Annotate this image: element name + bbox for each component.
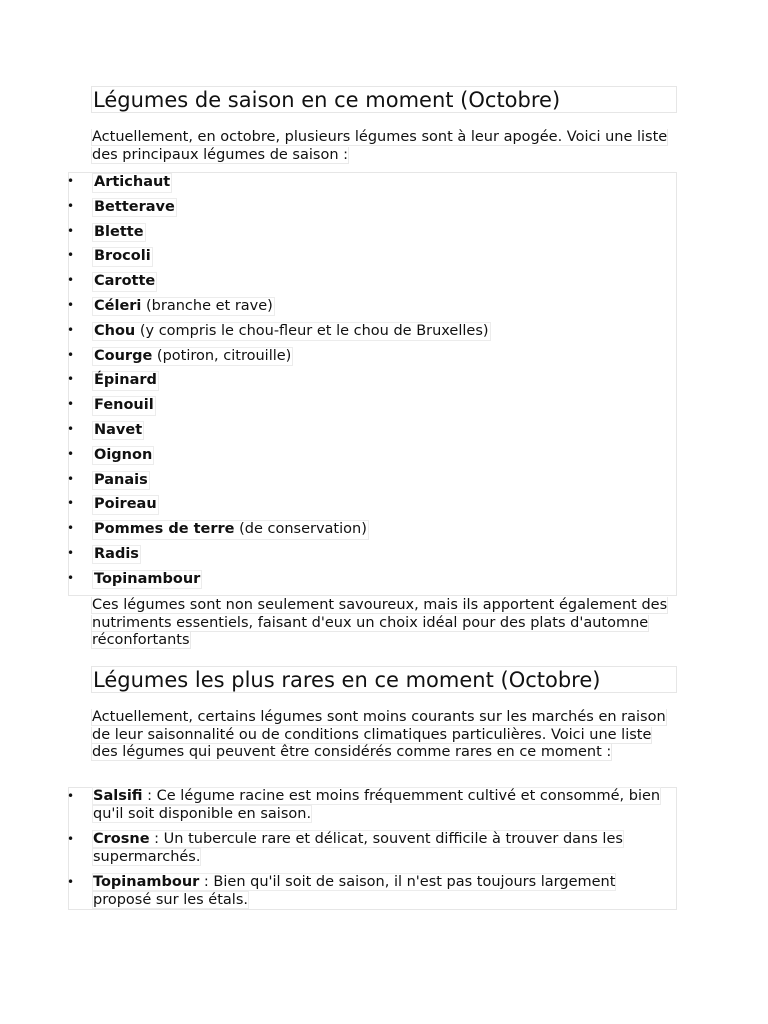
vegetable-list-item xyxy=(69,421,676,446)
vegetable-name: Carotte xyxy=(94,273,156,290)
vegetable-name: Topinambour xyxy=(94,570,201,587)
section2-heading-box xyxy=(91,666,677,693)
rare-vegetable-description: : Ce légume racine est moins fréquemment cultivé et consommé, bien qu'il soit disponible en saison. xyxy=(93,788,661,822)
vegetable-list-item xyxy=(69,545,676,570)
vegetable-entry xyxy=(92,421,144,441)
rare-vegetable-name: Salsifi xyxy=(93,788,143,804)
rare-vegetable-entry xyxy=(92,830,624,866)
section1-intro xyxy=(91,129,677,164)
section2-title: Légumes les plus rares en ce moment (Octobre) xyxy=(93,668,601,692)
vegetable-entry xyxy=(92,173,172,193)
vegetable-entry xyxy=(92,322,491,342)
vegetable-list-item xyxy=(69,223,676,248)
section2-intro xyxy=(91,709,677,762)
section2-intro-text: Actuellement, certains légumes sont moins courants sur les marchés en raison de leur saisonnalité ou de conditions climatiques particulières. Voici une liste des légumes qui peuvent être considérés comme rares en ce moment : xyxy=(92,709,666,760)
vegetable-list-item xyxy=(69,322,676,347)
vegetable-name: Céleri xyxy=(94,297,142,314)
vegetable-entry xyxy=(92,223,146,243)
seasonal-vegetable-list xyxy=(68,172,677,596)
rare-vegetable-entry xyxy=(92,873,616,909)
vegetable-entry xyxy=(92,570,202,590)
rare-vegetable-item xyxy=(69,874,676,909)
rare-vegetable-list xyxy=(68,787,677,910)
vegetable-entry xyxy=(92,495,159,515)
section1-conclusion xyxy=(91,597,677,650)
vegetable-list-item xyxy=(69,446,676,471)
vegetable-entry xyxy=(92,396,156,416)
vegetable-name: Chou xyxy=(94,322,136,339)
rare-vegetable-item xyxy=(69,831,676,874)
vegetable-name: Artichaut xyxy=(94,174,171,190)
vegetable-list-item xyxy=(69,173,676,198)
vegetable-note: (potiron, citrouille) xyxy=(152,347,292,364)
vegetable-note: (y compris le chou-fleur et le chou de Bruxelles) xyxy=(135,322,489,339)
vegetable-entry xyxy=(92,272,157,292)
vegetable-list-item xyxy=(69,297,676,322)
rare-vegetable-description: : Un tubercule rare et délicat, souvent difficile à trouver dans les supermarchés. xyxy=(93,831,623,865)
vegetable-list-item xyxy=(69,495,676,520)
vegetable-entry xyxy=(92,247,153,267)
vegetable-name: Poireau xyxy=(94,496,157,513)
vegetable-list-item xyxy=(69,570,676,595)
section1-title: Légumes de saison en ce moment (Octobre) xyxy=(93,88,561,112)
section1-intro-text: Actuellement, en octobre, plusieurs légumes sont à leur apogée. Voici une liste des principaux légumes de saison : xyxy=(92,129,668,163)
vegetable-list-item xyxy=(69,471,676,496)
vegetable-name: Panais xyxy=(94,471,148,488)
vegetable-entry xyxy=(92,297,275,317)
vegetable-note: (de conservation) xyxy=(234,521,367,538)
vegetable-name: Courge xyxy=(94,347,153,364)
section1-heading-box xyxy=(91,86,677,113)
vegetable-name: Navet xyxy=(94,421,143,438)
vegetable-name: Betterave xyxy=(94,198,175,215)
rare-vegetable-description: : Bien qu'il soit de saison, il n'est pas toujours largement proposé sur les étals. xyxy=(93,874,616,908)
vegetable-name: Brocoli xyxy=(94,248,151,265)
vegetable-name: Blette xyxy=(94,223,144,240)
vegetable-name: Épinard xyxy=(94,372,157,389)
vegetable-entry xyxy=(92,471,150,491)
vegetable-list-item xyxy=(69,198,676,223)
section1-conclusion-text: Ces légumes sont non seulement savoureux, mais ils apportent également des nutriments essentiels, faisant d'eux un choix idéal pour des plats d'automne réconfortants xyxy=(92,597,668,648)
vegetable-list-item xyxy=(69,520,676,545)
rare-vegetable-name: Topinambour xyxy=(93,874,200,890)
vegetable-name: Oignon xyxy=(94,446,153,463)
vegetable-entry xyxy=(92,545,141,565)
vegetable-name: Pommes de terre xyxy=(94,521,235,538)
vegetable-note: (branche et rave) xyxy=(141,297,273,314)
rare-vegetable-name: Crosne xyxy=(93,831,150,847)
rare-vegetable-entry xyxy=(92,787,661,823)
vegetable-list-item xyxy=(69,371,676,396)
vegetable-list-item xyxy=(69,396,676,421)
vegetable-entry xyxy=(92,347,293,367)
vegetable-list-item xyxy=(69,272,676,297)
vegetable-name: Radis xyxy=(94,545,139,562)
rare-vegetable-item xyxy=(69,788,676,831)
vegetable-name: Fenouil xyxy=(94,397,154,414)
vegetable-list-item xyxy=(69,247,676,272)
vegetable-list-item xyxy=(69,347,676,372)
vegetable-entry xyxy=(92,446,154,466)
vegetable-entry xyxy=(92,520,369,540)
vegetable-entry xyxy=(92,198,177,218)
vegetable-entry xyxy=(92,371,159,391)
